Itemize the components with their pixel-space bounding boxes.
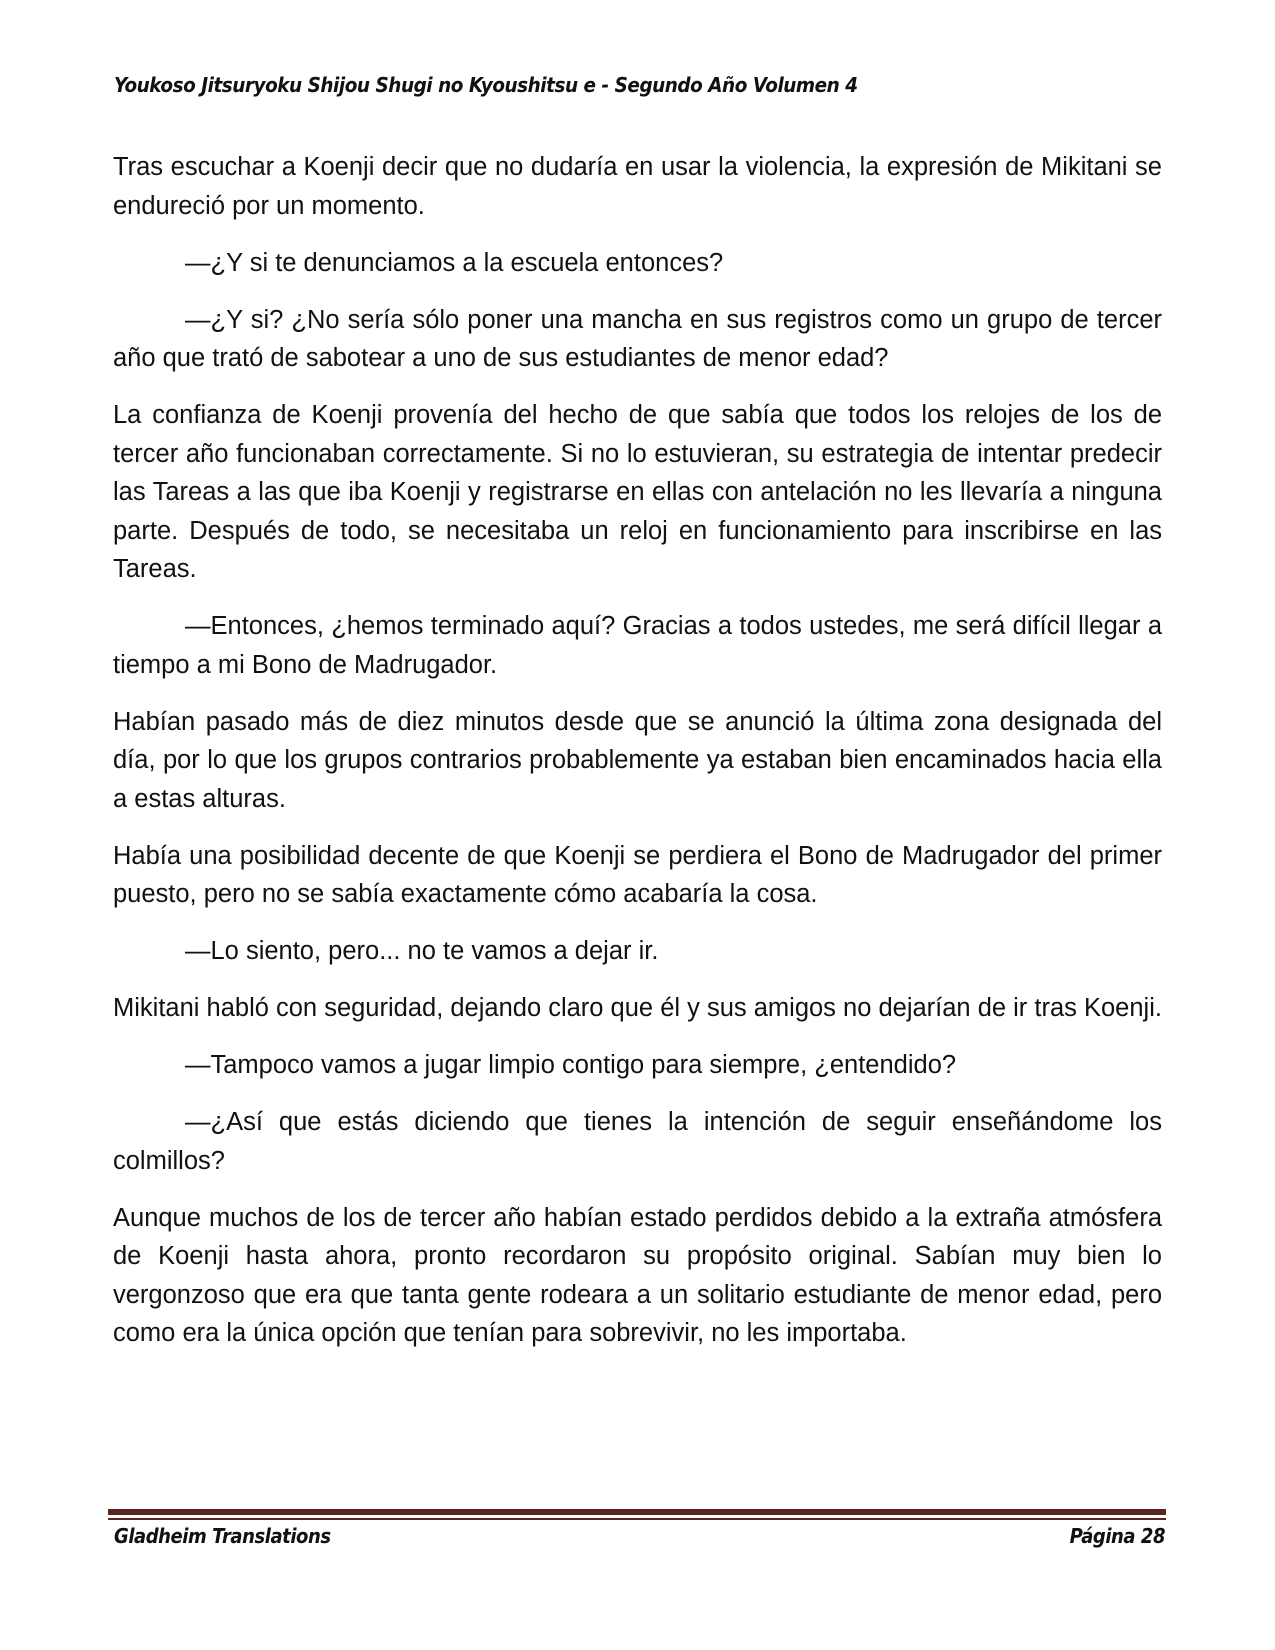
- page-body: [113, 148, 1162, 1371]
- dialogue-paragraph: —Lo siento, pero... no te vamos a dejar ir.: [185, 937, 659, 965]
- paragraph: Aunque muchos de los de tercer año habían estado perdidos debido a la extraña atmósfera de Koenji hasta ahora, pronto recordaron su propósito original. Sabían muy bien lo vergonzoso que era que tanta gente rodeara a un solitario estudiante de menor edad, pero como era la única opción que tenían para sobrevivir, no les importaba.: [113, 1203, 1162, 1347]
- dialogue-paragraph: —Tampoco vamos a jugar limpio contigo para siempre, ¿entendido?: [185, 1051, 957, 1079]
- footer-rule-thin: [108, 1518, 1166, 1520]
- footer-rule-thick: [108, 1509, 1166, 1515]
- paragraph: Había una posibilidad decente de que Koenji se perdiera el Bono de Madrugador del primer puesto, pero no se sabía exactamente cómo acabaría la cosa.: [113, 841, 1162, 908]
- paragraph: Habían pasado más de diez minutos desde que se anunció la última zona designada del día, por lo que los grupos contrarios probablemente ya estaban bien encaminados hacia ella a estas alturas.: [113, 707, 1162, 813]
- dialogue-paragraph: —Entonces, ¿hemos terminado aquí? Gracias a todos ustedes, me será difícil llegar a tiempo a mi Bono de Madrugador.: [113, 612, 1162, 679]
- page-header-title: Youkoso Jitsuryoku Shijou Shugi no Kyoushitsu e - Segundo Año Volumen 4: [114, 73, 858, 97]
- dialogue-paragraph: —¿Y si te denunciamos a la escuela entonces?: [185, 248, 724, 277]
- footer-translator: Gladheim Translations: [114, 1524, 331, 1548]
- paragraph: Mikitani habló con seguridad, dejando claro que él y sus amigos no dejarían de ir tras Koenji.: [113, 994, 1162, 1022]
- footer-page-number: Página 28: [1069, 1524, 1165, 1548]
- paragraph: La confianza de Koenji provenía del hecho de que sabía que todos los relojes de los de tercer año funcionaban correctamente. Si no lo estuvieran, su estrategia de intentar predecir las Tareas a las que iba Koenji y registrarse en ellas con antelación no les llevaría a ninguna parte. Después de todo, se necesitaba un reloj en funcionamiento para inscribirse en las Tareas.: [113, 401, 1162, 583]
- dialogue-paragraph: —¿Y si? ¿No sería sólo poner una mancha en sus registros como un grupo de tercer año que trató de sabotear a uno de sus estudiantes de menor edad?: [113, 305, 1162, 372]
- dialogue-paragraph: —¿Así que estás diciendo que tienes la intención de seguir enseñándome los colmillos?: [113, 1108, 1162, 1175]
- paragraph: Tras escuchar a Koenji decir que no dudaría en usar la violencia, la expresión de Mikitani se endureció por un momento.: [113, 153, 1162, 220]
